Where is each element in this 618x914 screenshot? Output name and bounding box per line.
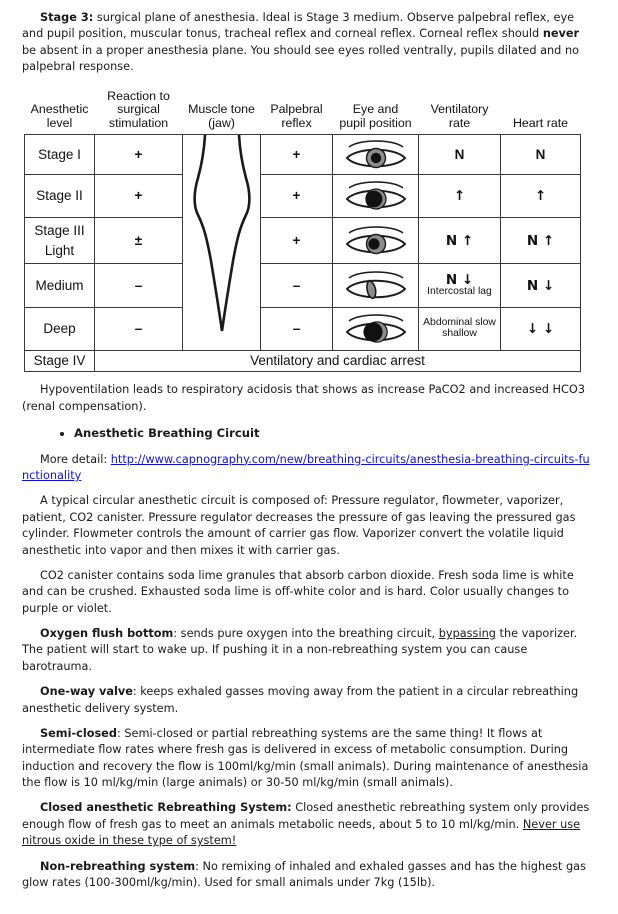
header-muscle-tone: Muscle tone (jaw) (188, 102, 255, 131)
eye-central-small-pupil-icon (343, 225, 409, 257)
header-ventilatory-rate: Ventilatory rate (430, 102, 489, 131)
cell-reaction: – (95, 264, 183, 308)
cell-palpebral: + (261, 218, 333, 264)
header-eye-and-pupil-position: Eye and pupil position (339, 102, 412, 131)
oxygen-flush-bypassing: bypassing (438, 627, 496, 641)
bullet-list (22, 425, 596, 442)
cell-ventilatory-rate (419, 264, 501, 308)
table-row (25, 218, 581, 264)
cell-level: Deep (25, 308, 95, 351)
cell-heart-rate: N ↓ (501, 264, 581, 308)
cell-palpebral: + (261, 135, 333, 175)
stage3-never: never (542, 27, 580, 41)
closed-rebreathing-warning: Never use nitrous oxide in these type of system! (22, 817, 581, 848)
paragraph-hypoventilation: Hypoventilation leads to respiratory acidosis that shows as increase PaCO2 and increased HCO3 (renal compensation). (22, 383, 586, 413)
list-item (74, 425, 596, 442)
non-rebreathing-lead: Non-rebreathing system (40, 859, 196, 873)
paragraph-non-rebreathing (22, 859, 596, 892)
anesthetic-stages-table (24, 90, 581, 373)
cell-muscle-tone-graphic (183, 135, 261, 351)
cell-ventilatory-rate: N ↑ (419, 218, 501, 264)
cell-ventilatory-rate: ↑ (419, 175, 501, 218)
stage3-text-a: surgical plane of anesthesia. Ideal is Stage 3 medium. Observe palpebral reflex, eye and pupil position, muscular tonus, tracheal reflex and corneal reflex. Corneal reflex should (22, 11, 575, 41)
ventilatory-note: Abdominal slow shallow (423, 317, 496, 340)
table-row (25, 308, 581, 351)
cell-level: Medium (25, 264, 95, 308)
one-way-valve-body: : keeps exhaled gasses moving away from the patient in a circular rebreathing anesthetic delivery system. (22, 685, 579, 715)
paragraph-closed-rebreathing (22, 800, 596, 849)
header-heart-rate: Heart rate (512, 116, 569, 131)
cell-heart-rate: ↓ ↓ (501, 308, 581, 351)
capnography-link[interactable]: http://www.capnography.com/new/breathing-circuits/anesthesia-breathing-circuits-functionality (22, 452, 590, 483)
semi-closed-lead: Semi-closed (40, 726, 117, 740)
cell-level: Stage III Light (25, 218, 95, 264)
cell-ventilatory-rate (419, 308, 501, 351)
cell-heart-rate: N ↑ (501, 218, 581, 264)
cell-eye-position (333, 308, 419, 351)
table-row-stage-four (25, 351, 581, 372)
cell-stage-four-text: Ventilatory and cardiac arrest (95, 351, 581, 372)
cell-heart-rate: N (501, 135, 581, 175)
cell-eye-position (333, 135, 419, 175)
oxygen-flush-text-a: : sends pure oxygen into the breathing circuit, (173, 627, 439, 641)
semi-closed-body: : Semi-closed or partial rebreathing systems are the same thing! It flows at intermediate flow rates where fresh gas is delivered in excess of metabolic consumption. During induction and recovery the flow is 100ml/kg/min (small animals). During maintenance of anesthesia the flow is 10 ml/kg/min (large animals) or 30-50 ml/kg/min (small animals). (22, 726, 589, 790)
closed-rebreathing-lead: Closed anesthetic Rebreathing System: (40, 801, 292, 815)
cell-palpebral: – (261, 308, 333, 351)
table-header (25, 90, 581, 135)
cell-heart-rate: ↑ (501, 175, 581, 218)
ventilatory-note: Intercostal lag (427, 286, 492, 298)
non-rebreathing-body: : No remixing of inhaled and exhaled gasses and has the highest gas glow rates (100-300ml/kg/min). Used for small animals under 7kg (15lb). (22, 859, 586, 889)
eye-rolled-ventrally-icon (343, 270, 409, 302)
anesthetic-stages-table-wrapper (22, 90, 596, 373)
cell-eye-position (333, 175, 419, 218)
paragraph-one-way-valve (22, 684, 596, 717)
cell-level: Stage II (25, 175, 95, 218)
cell-reaction: + (95, 135, 183, 175)
header-reaction-to-surgical-stimulation: Reaction to surgical stimulation (107, 88, 170, 131)
header-anesthetic-level: Anesthetic level (30, 102, 89, 131)
cell-palpebral: + (261, 175, 333, 218)
cell-eye-position (333, 218, 419, 264)
oxygen-flush-text-b: the vaporizer. The patient will start to wake up. If pushing it in a non-rebreathing system you can cause barotrauma. (22, 627, 578, 673)
cell-palpebral: – (261, 264, 333, 308)
ventilatory-symbol: N ↓ (445, 272, 474, 289)
cell-level: Stage IV (25, 351, 95, 372)
header-palpebral-reflex: Palpebral reflex (270, 102, 323, 131)
paragraph-semi-closed (22, 726, 596, 792)
paragraph-co2-canister: CO2 canister contains soda lime granules that absorb carbon dioxide. Fresh soda lime is white and can be crushed. Exhausted soda lime is off-white color and is hard. Color usually changes to purple or violet. (22, 568, 574, 615)
cell-reaction: – (95, 308, 183, 351)
one-way-valve-lead: One-way valve (40, 685, 133, 699)
paragraph-stage3-intro (22, 10, 596, 76)
stage3-lead: Stage 3: (40, 11, 94, 24)
bullet-label-anesthetic-breathing-circuit: Anesthetic Breathing Circuit (74, 425, 260, 440)
stage3-text-b: be absent in a proper anesthesia plane. You should see eyes rolled ventrally, pupils dilated and no palpebral response. (22, 43, 580, 74)
eye-normal-gray-iris-icon (343, 139, 409, 171)
cell-level: Stage I (25, 135, 95, 175)
paragraph-more-detail (22, 452, 596, 485)
cell-reaction: + (95, 175, 183, 218)
cell-eye-position (333, 264, 419, 308)
eye-dilated-dark-icon (343, 180, 409, 212)
jaw-muscle-tone-shape-icon (183, 135, 261, 351)
cell-reaction: ± (95, 218, 183, 264)
oxygen-flush-lead: Oxygen flush bottom (40, 627, 174, 641)
cell-ventilatory-rate: N (419, 135, 501, 175)
more-detail-label: More detail: (40, 452, 111, 466)
paragraph-oxygen-flush (22, 626, 596, 675)
table-row (25, 135, 581, 175)
table-row (25, 264, 581, 308)
paragraph-circuit-description: A typical circular anesthetic circuit is composed of: Pressure regulator, flowmeter, vaporizer, patient, CO2 canister. Pressure regulator decreases the pressure of gas leaving the pressured gas cylinder. Flowmeter controls the amount of carrier gas flow. Vaporizer convert the volatile liquid anesthetic into vapor and then mixes it with carrier gas. (22, 494, 576, 557)
closed-rebreathing-body: Closed anesthetic rebreathing system only provides enough flow of fresh gas to meet an animals metabolic needs, about 5 to 10 ml/kg/min. (22, 801, 590, 831)
table-row (25, 175, 581, 218)
eye-fully-dilated-icon (343, 313, 409, 345)
